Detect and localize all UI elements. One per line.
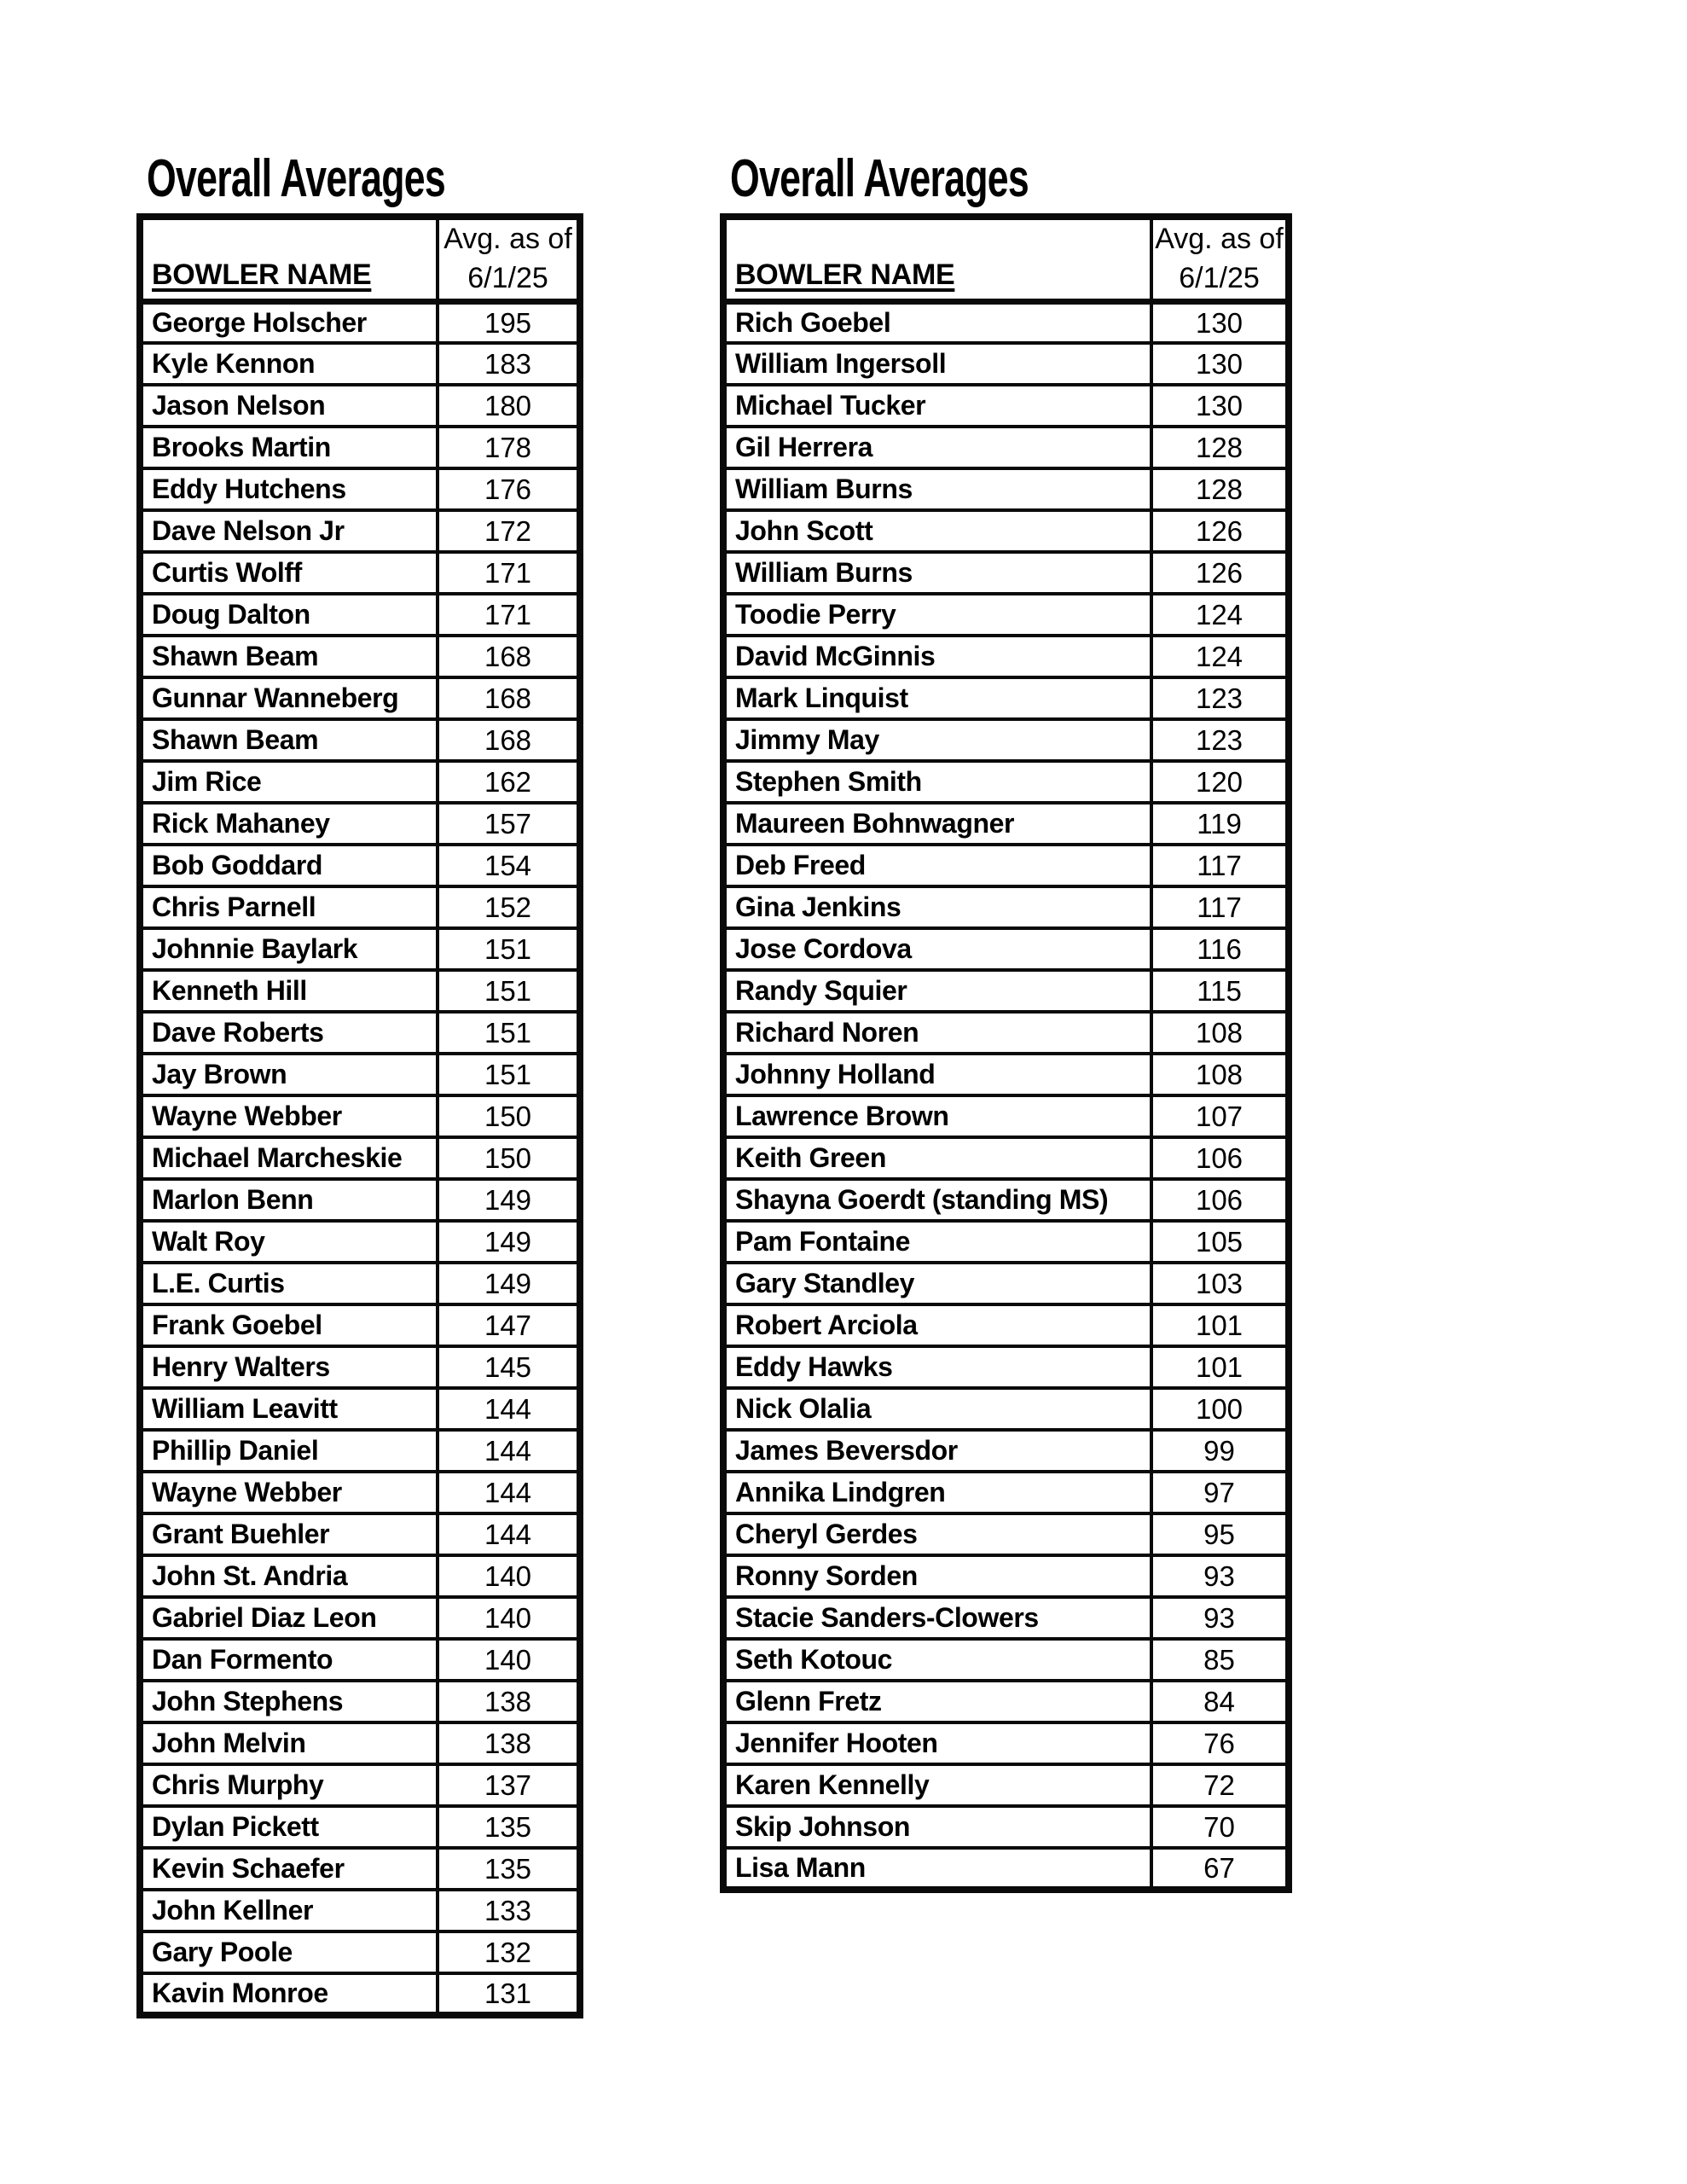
table-row <box>140 1555 580 1597</box>
average-header <box>438 217 580 301</box>
table-row <box>723 719 1289 761</box>
table-row <box>140 468 580 510</box>
average-cell: 100 <box>1151 1388 1289 1430</box>
table-row <box>723 1806 1289 1848</box>
average-cell: 124 <box>1151 594 1289 636</box>
table-row <box>723 1346 1289 1388</box>
bowler-name-cell: Marlon Benn <box>140 1179 438 1221</box>
bowler-name-cell: Jason Nelson <box>140 385 438 427</box>
average-cell: 95 <box>1151 1513 1289 1555</box>
bowler-name-cell: Shayna Goerdt (standing MS) <box>723 1179 1151 1221</box>
table-row <box>723 1388 1289 1430</box>
average-cell: 132 <box>438 1931 580 1973</box>
average-cell: 133 <box>438 1890 580 1931</box>
average-cell: 115 <box>1151 970 1289 1012</box>
bowler-name-cell: Glenn Fretz <box>723 1681 1151 1722</box>
table-row <box>140 1681 580 1722</box>
bowler-name-cell: Gina Jenkins <box>723 886 1151 928</box>
table-row <box>140 803 580 845</box>
table-row <box>140 1346 580 1388</box>
average-cell: 106 <box>1151 1137 1289 1179</box>
bowler-name-cell: Doug Dalton <box>140 594 438 636</box>
average-header-line2: 6/1/25 <box>1179 262 1260 295</box>
table-row <box>140 594 580 636</box>
average-cell: 154 <box>438 845 580 886</box>
bowler-name-cell: Shawn Beam <box>140 636 438 677</box>
table-row <box>723 510 1289 552</box>
table-row <box>140 677 580 719</box>
table-row <box>723 385 1289 427</box>
average-cell: 138 <box>438 1722 580 1764</box>
table-row <box>723 1137 1289 1179</box>
bowler-name-cell: Eddy Hawks <box>723 1346 1151 1388</box>
average-cell: 117 <box>1151 845 1289 886</box>
bowler-name-cell: Curtis Wolff <box>140 552 438 594</box>
table-row <box>140 1304 580 1346</box>
bowler-name-cell: Skip Johnson <box>723 1806 1151 1848</box>
table-row <box>140 1221 580 1263</box>
bowler-name-cell: Rick Mahaney <box>140 803 438 845</box>
page-title: Overall Averages <box>147 149 445 208</box>
bowler-name-cell: Cheryl Gerdes <box>723 1513 1151 1555</box>
bowler-name-cell: Wayne Webber <box>140 1095 438 1137</box>
average-cell: 140 <box>438 1555 580 1597</box>
table-row <box>140 343 580 385</box>
table-row <box>723 1430 1289 1472</box>
bowler-name-cell: Kavin Monroe <box>140 1973 438 2015</box>
average-cell: 130 <box>1151 301 1289 343</box>
page-title: Overall Averages <box>730 149 1029 208</box>
bowler-name-header <box>723 217 1151 301</box>
bowler-name-cell: Maureen Bohnwagner <box>723 803 1151 845</box>
average-cell: 145 <box>438 1346 580 1388</box>
table-row <box>723 928 1289 970</box>
average-cell: 99 <box>1151 1430 1289 1472</box>
average-cell: 171 <box>438 594 580 636</box>
average-cell: 117 <box>1151 886 1289 928</box>
bowler-name-cell: Eddy Hutchens <box>140 468 438 510</box>
table-row <box>723 1012 1289 1054</box>
table-row <box>140 845 580 886</box>
table-row <box>140 886 580 928</box>
bowler-name-cell: Lisa Mann <box>723 1848 1151 1890</box>
average-cell: 106 <box>1151 1179 1289 1221</box>
average-cell: 116 <box>1151 928 1289 970</box>
bowler-name-cell: Karen Kennelly <box>723 1764 1151 1806</box>
bowler-name-cell: Johnny Holland <box>723 1054 1151 1095</box>
bowler-name-cell: Michael Tucker <box>723 385 1151 427</box>
header-row <box>140 217 580 301</box>
table-row <box>140 1722 580 1764</box>
bowler-name-cell: Grant Buehler <box>140 1513 438 1555</box>
table-row <box>723 1472 1289 1513</box>
header-row <box>723 217 1289 301</box>
average-cell: 149 <box>438 1221 580 1263</box>
bowler-name-cell: Dylan Pickett <box>140 1806 438 1848</box>
table-row <box>140 970 580 1012</box>
table-row <box>723 343 1289 385</box>
bowler-name-cell: Deb Freed <box>723 845 1151 886</box>
average-cell: 108 <box>1151 1054 1289 1095</box>
bowler-name-cell: Jay Brown <box>140 1054 438 1095</box>
table-row <box>723 1263 1289 1304</box>
table-row <box>140 1430 580 1472</box>
bowler-name-cell: Frank Goebel <box>140 1304 438 1346</box>
average-cell: 128 <box>1151 468 1289 510</box>
bowler-name-header-label: BOWLER NAME <box>152 258 372 291</box>
average-cell: 128 <box>1151 427 1289 468</box>
bowler-name-cell: George Holscher <box>140 301 438 343</box>
bowler-name-cell: Bob Goddard <box>140 845 438 886</box>
bowler-name-cell: Gunnar Wanneberg <box>140 677 438 719</box>
table-row <box>723 1095 1289 1137</box>
bowler-name-header <box>140 217 438 301</box>
average-cell: 124 <box>1151 636 1289 677</box>
bowler-name-header-label: BOWLER NAME <box>735 258 955 291</box>
averages-table-left <box>136 213 583 2018</box>
bowler-name-cell: Kenneth Hill <box>140 970 438 1012</box>
average-cell: 172 <box>438 510 580 552</box>
average-cell: 101 <box>1151 1304 1289 1346</box>
table-row <box>140 1597 580 1639</box>
average-cell: 168 <box>438 677 580 719</box>
table-row <box>140 1472 580 1513</box>
table-row <box>140 1973 580 2015</box>
average-cell: 123 <box>1151 677 1289 719</box>
average-cell: 107 <box>1151 1095 1289 1137</box>
table-row <box>140 1848 580 1890</box>
average-cell: 97 <box>1151 1472 1289 1513</box>
table-row <box>723 1555 1289 1597</box>
average-cell: 93 <box>1151 1597 1289 1639</box>
average-cell: 151 <box>438 1012 580 1054</box>
bowler-name-cell: Chris Parnell <box>140 886 438 928</box>
table-row <box>140 761 580 803</box>
table-row <box>723 845 1289 886</box>
bowler-name-cell: James Beversdor <box>723 1430 1151 1472</box>
bowler-name-cell: Toodie Perry <box>723 594 1151 636</box>
bowler-name-cell: Brooks Martin <box>140 427 438 468</box>
bowler-name-cell: Gabriel Diaz Leon <box>140 1597 438 1639</box>
table-row <box>140 1388 580 1430</box>
average-cell: 70 <box>1151 1806 1289 1848</box>
table-row <box>723 1681 1289 1722</box>
average-header-line1: Avg. as of <box>1155 223 1284 256</box>
average-cell: 123 <box>1151 719 1289 761</box>
average-header-line1: Avg. as of <box>443 223 572 256</box>
average-cell: 171 <box>438 552 580 594</box>
table-row <box>723 1221 1289 1263</box>
bowler-name-cell: Annika Lindgren <box>723 1472 1151 1513</box>
average-cell: 157 <box>438 803 580 845</box>
bowler-name-cell: Jennifer Hooten <box>723 1722 1151 1764</box>
average-cell: 126 <box>1151 552 1289 594</box>
average-cell: 140 <box>438 1639 580 1681</box>
bowler-name-cell: John Stephens <box>140 1681 438 1722</box>
average-header-line2: 6/1/25 <box>467 262 548 295</box>
bowler-name-cell: Wayne Webber <box>140 1472 438 1513</box>
average-cell: 119 <box>1151 803 1289 845</box>
bowler-name-cell: Gary Poole <box>140 1931 438 1973</box>
bowler-name-cell: Phillip Daniel <box>140 1430 438 1472</box>
average-cell: 183 <box>438 343 580 385</box>
table-row <box>723 1639 1289 1681</box>
bowler-name-cell: Seth Kotouc <box>723 1639 1151 1681</box>
table-row <box>723 1597 1289 1639</box>
bowler-name-cell: John St. Andria <box>140 1555 438 1597</box>
average-cell: 149 <box>438 1179 580 1221</box>
table-row <box>140 1806 580 1848</box>
table-row <box>140 1179 580 1221</box>
average-cell: 135 <box>438 1848 580 1890</box>
table-row <box>140 552 580 594</box>
average-cell: 140 <box>438 1597 580 1639</box>
average-cell: 144 <box>438 1472 580 1513</box>
bowler-name-cell: Dan Formento <box>140 1639 438 1681</box>
bowler-name-cell: L.E. Curtis <box>140 1263 438 1304</box>
average-cell: 67 <box>1151 1848 1289 1890</box>
average-cell: 93 <box>1151 1555 1289 1597</box>
table-row <box>140 301 580 343</box>
table-row <box>140 385 580 427</box>
table-row <box>140 636 580 677</box>
bowler-name-cell: Nick Olalia <box>723 1388 1151 1430</box>
table-row <box>723 1513 1289 1555</box>
average-cell: 103 <box>1151 1263 1289 1304</box>
bowler-name-cell: John Scott <box>723 510 1151 552</box>
table-row <box>723 552 1289 594</box>
table-row <box>723 594 1289 636</box>
bowler-name-cell: Jim Rice <box>140 761 438 803</box>
average-cell: 85 <box>1151 1639 1289 1681</box>
bowler-name-cell: John Kellner <box>140 1890 438 1931</box>
average-cell: 138 <box>438 1681 580 1722</box>
bowler-name-cell: Stacie Sanders-Clowers <box>723 1597 1151 1639</box>
bowler-name-cell: Kevin Schaefer <box>140 1848 438 1890</box>
table-row <box>140 1263 580 1304</box>
bowler-name-cell: William Burns <box>723 552 1151 594</box>
average-header <box>1151 217 1289 301</box>
bowler-name-cell: Mark Linquist <box>723 677 1151 719</box>
average-cell: 130 <box>1151 385 1289 427</box>
average-cell: 144 <box>438 1430 580 1472</box>
average-cell: 84 <box>1151 1681 1289 1722</box>
bowler-name-cell: Kyle Kennon <box>140 343 438 385</box>
table-row <box>723 1764 1289 1806</box>
averages-section-left <box>136 150 583 2018</box>
average-cell: 144 <box>438 1513 580 1555</box>
bowler-name-cell: Gil Herrera <box>723 427 1151 468</box>
bowler-name-cell: Rich Goebel <box>723 301 1151 343</box>
average-cell: 130 <box>1151 343 1289 385</box>
average-cell: 168 <box>438 636 580 677</box>
average-cell: 152 <box>438 886 580 928</box>
average-cell: 149 <box>438 1263 580 1304</box>
average-cell: 131 <box>438 1973 580 2015</box>
table-row <box>723 803 1289 845</box>
average-cell: 137 <box>438 1764 580 1806</box>
table-row <box>140 1054 580 1095</box>
table-row <box>140 1012 580 1054</box>
averages-table-left-body <box>140 301 580 2015</box>
average-cell: 151 <box>438 928 580 970</box>
bowler-name-cell: Ronny Sorden <box>723 1555 1151 1597</box>
bowler-name-cell: John Melvin <box>140 1722 438 1764</box>
average-cell: 150 <box>438 1095 580 1137</box>
table-row <box>140 1931 580 1973</box>
average-cell: 151 <box>438 1054 580 1095</box>
table-row <box>723 1722 1289 1764</box>
average-cell: 150 <box>438 1137 580 1179</box>
average-cell: 126 <box>1151 510 1289 552</box>
bowler-name-cell: Lawrence Brown <box>723 1095 1151 1137</box>
averages-section-right <box>720 150 1292 1893</box>
table-row <box>723 1179 1289 1221</box>
table-row <box>723 636 1289 677</box>
bowler-name-cell: William Ingersoll <box>723 343 1151 385</box>
average-cell: 168 <box>438 719 580 761</box>
average-cell: 151 <box>438 970 580 1012</box>
table-row <box>140 1890 580 1931</box>
average-cell: 120 <box>1151 761 1289 803</box>
bowler-name-cell: David McGinnis <box>723 636 1151 677</box>
table-row <box>723 1054 1289 1095</box>
table-row <box>140 510 580 552</box>
table-row <box>723 761 1289 803</box>
bowler-name-cell: Dave Nelson Jr <box>140 510 438 552</box>
bowler-name-cell: William Burns <box>723 468 1151 510</box>
table-row <box>140 928 580 970</box>
table-row <box>140 1764 580 1806</box>
bowler-name-cell: Chris Murphy <box>140 1764 438 1806</box>
table-row <box>140 1095 580 1137</box>
average-cell: 176 <box>438 468 580 510</box>
bowler-name-cell: Richard Noren <box>723 1012 1151 1054</box>
table-row <box>723 970 1289 1012</box>
table-row <box>140 1639 580 1681</box>
table-row <box>723 886 1289 928</box>
table-row <box>140 719 580 761</box>
bowler-name-cell: Keith Green <box>723 1137 1151 1179</box>
table-row <box>140 427 580 468</box>
bowler-name-cell: Jimmy May <box>723 719 1151 761</box>
table-row <box>723 1848 1289 1890</box>
bowler-name-cell: Dave Roberts <box>140 1012 438 1054</box>
table-row <box>140 1137 580 1179</box>
table-row <box>723 468 1289 510</box>
bowler-name-cell: Michael Marcheskie <box>140 1137 438 1179</box>
table-row <box>140 1513 580 1555</box>
average-cell: 180 <box>438 385 580 427</box>
bowler-name-cell: Stephen Smith <box>723 761 1151 803</box>
bowler-name-cell: Johnnie Baylark <box>140 928 438 970</box>
table-row <box>723 1304 1289 1346</box>
average-cell: 178 <box>438 427 580 468</box>
average-cell: 101 <box>1151 1346 1289 1388</box>
averages-table-right-body <box>723 301 1289 1890</box>
average-cell: 105 <box>1151 1221 1289 1263</box>
average-cell: 147 <box>438 1304 580 1346</box>
bowler-name-cell: Jose Cordova <box>723 928 1151 970</box>
average-cell: 162 <box>438 761 580 803</box>
average-cell: 108 <box>1151 1012 1289 1054</box>
average-cell: 144 <box>438 1388 580 1430</box>
bowler-name-cell: Gary Standley <box>723 1263 1151 1304</box>
bowler-name-cell: Henry Walters <box>140 1346 438 1388</box>
table-row <box>723 301 1289 343</box>
bowler-name-cell: Randy Squier <box>723 970 1151 1012</box>
bowler-name-cell: Shawn Beam <box>140 719 438 761</box>
averages-table-right <box>720 213 1292 1893</box>
table-row <box>723 427 1289 468</box>
average-cell: 76 <box>1151 1722 1289 1764</box>
bowler-name-cell: Pam Fontaine <box>723 1221 1151 1263</box>
table-row <box>723 677 1289 719</box>
average-cell: 135 <box>438 1806 580 1848</box>
bowler-name-cell: Robert Arciola <box>723 1304 1151 1346</box>
average-cell: 72 <box>1151 1764 1289 1806</box>
bowler-name-cell: Walt Roy <box>140 1221 438 1263</box>
average-cell: 195 <box>438 301 580 343</box>
bowler-name-cell: William Leavitt <box>140 1388 438 1430</box>
